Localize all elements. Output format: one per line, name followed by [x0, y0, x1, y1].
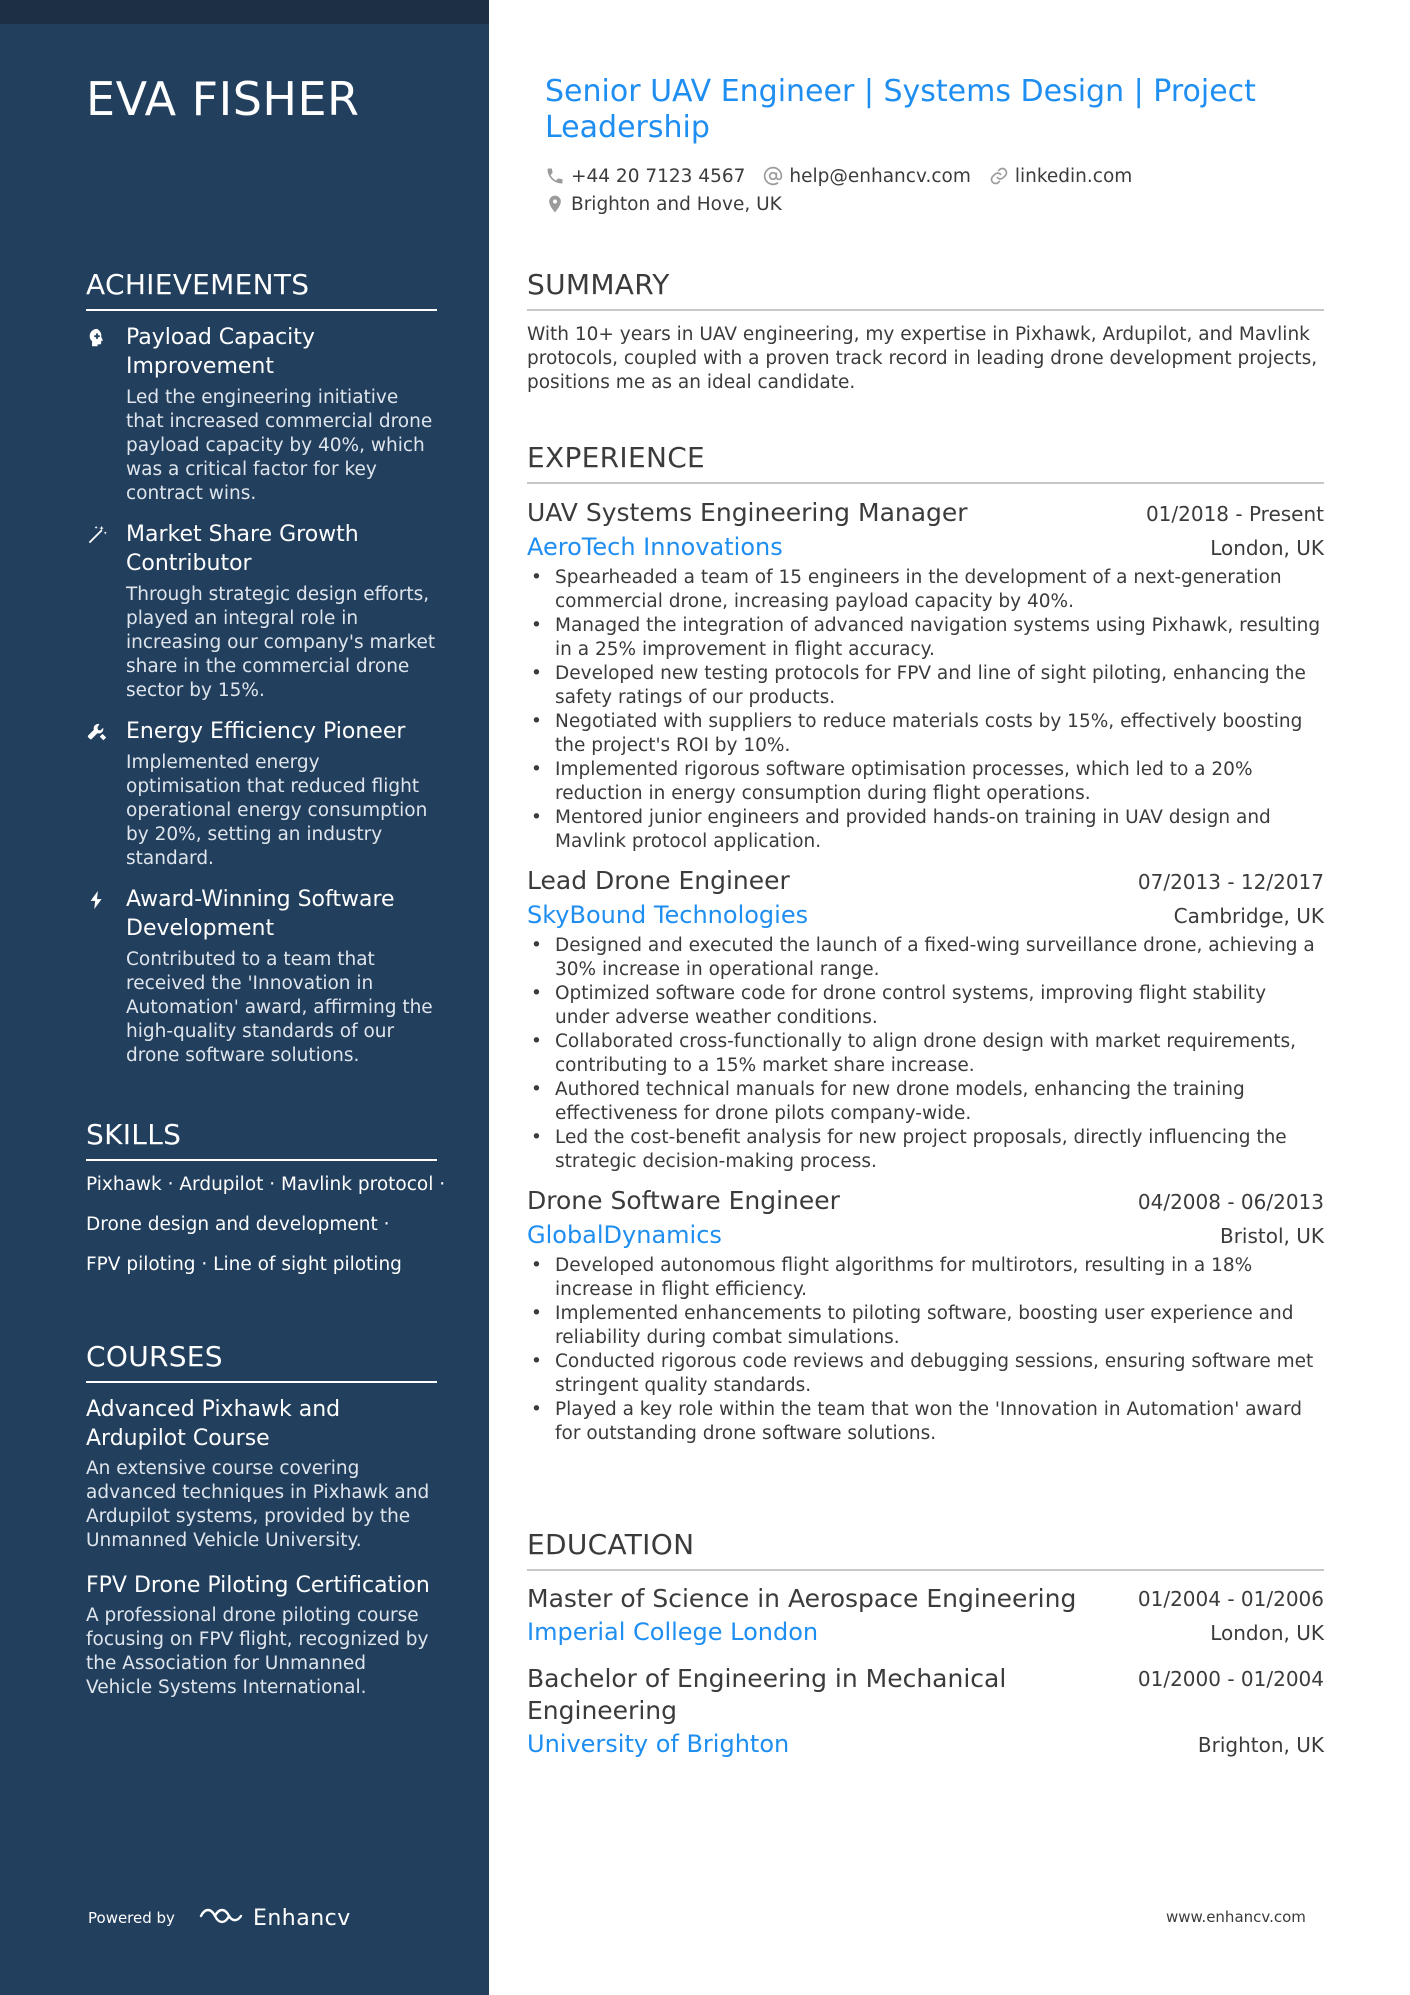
location-pin-icon: [545, 194, 565, 214]
experience-section: [527, 441, 1324, 1456]
school-name: University of Brighton: [527, 1730, 790, 1758]
education-heading: EDUCATION: [527, 1528, 1324, 1571]
courses-heading: COURSES: [86, 1340, 437, 1383]
link-icon: [989, 166, 1009, 186]
job-title: Drone Software Engineer: [527, 1186, 840, 1215]
job-title: UAV Systems Engineering Manager: [527, 498, 968, 527]
achievement-description: Contributed to a team that received the 'Innovation in Automation' award, affirming the high-quality standards of our drone software solutions.: [126, 949, 433, 1066]
skills-line: Pixhawk · Ardupilot · Mavlink protocol ·: [86, 1174, 446, 1195]
achievement-item: [86, 323, 437, 506]
bullet-item: • Negotiated with suppliers to reduce materials costs by 15%, effectively boosting the project's ROI by 10%.: [527, 710, 1324, 758]
job-company: AeroTech Innovations: [527, 533, 783, 561]
summary-section: [527, 268, 1324, 395]
course-description: An extensive course covering advanced techniques in Pixhawk and Ardupilot systems, provided by the Unmanned Vehicle University.: [86, 1458, 430, 1551]
job-bullets: [527, 934, 1324, 1174]
contact-phone[interactable]: [545, 166, 745, 187]
achievement-description: Implemented energy optimisation that reduced flight operational energy consumption by 20%, setting an industry standard.: [126, 752, 428, 869]
phone-text: +44 20 7123 4567: [571, 165, 746, 187]
job-company: SkyBound Technologies: [527, 901, 809, 929]
school-location: London, UK: [1210, 1621, 1324, 1645]
experience-heading: EXPERIENCE: [527, 441, 1324, 484]
achievement-item: [86, 717, 437, 871]
job-title: Lead Drone Engineer: [527, 866, 790, 895]
tools-icon: [86, 717, 126, 871]
skills-line: FPV piloting · Line of sight piloting: [86, 1254, 402, 1275]
school-name: Imperial College London: [527, 1618, 819, 1646]
powered-by-label: Powered by: [88, 1909, 175, 1927]
contact-linkedin[interactable]: [989, 166, 1132, 187]
summary-heading: SUMMARY: [527, 268, 1324, 311]
website-link[interactable]: www.enhancv.com: [1166, 1908, 1306, 1926]
education-dates: 01/2004 - 01/2006: [1137, 1587, 1324, 1611]
job-location: Cambridge, UK: [1173, 904, 1324, 928]
skills-heading: SKILLS: [86, 1118, 437, 1161]
headline: Senior UAV Engineer | Systems Design | Project Leadership: [545, 74, 1256, 145]
bullet-item: • Spearheaded a team of 15 engineers in the development of a next-generation commercial drone, increasing payload capacity by 40%.: [527, 566, 1324, 614]
email-text: help@enhancv.com: [789, 165, 971, 187]
bullet-item: • Implemented enhancements to piloting software, boosting user experience and reliability during combat simulations.: [527, 1302, 1324, 1350]
job-dates: 07/2013 - 12/2017: [1137, 870, 1324, 894]
degree-title: Bachelor of Engineering in Mechanical Engineering: [527, 1664, 1007, 1725]
bullet-item: • Developed autonomous flight algorithms for multirotors, resulting in a 18% increase in flight efficiency.: [527, 1254, 1324, 1302]
job-entry: [527, 1184, 1324, 1446]
bullet-item: • Played a key role within the team that won the 'Innovation in Automation' award for outstanding drone software solutions.: [527, 1398, 1324, 1446]
bullet-item: • Implemented rigorous software optimisation processes, which led to a 20% reduction in energy consumption during flight operations.: [527, 758, 1324, 806]
job-bullets: [527, 566, 1324, 854]
course-description: A professional drone piloting course focusing on FPV flight, recognized by the Association for Unmanned Vehicle Systems International.: [86, 1605, 429, 1698]
job-entry: [527, 496, 1324, 854]
school-location: Brighton, UK: [1197, 1733, 1324, 1757]
bullet-item: • Conducted rigorous code reviews and debugging sessions, ensuring software met stringent quality standards.: [527, 1350, 1324, 1398]
sidebar-top-bar: [0, 0, 489, 24]
bullet-item: • Managed the integration of advanced navigation systems using Pixhawk, resulting in a 25% improvement in flight accuracy.: [527, 614, 1324, 662]
magic-wand-icon: [86, 520, 126, 703]
achievement-item: [86, 520, 437, 703]
job-dates: 04/2008 - 06/2013: [1137, 1190, 1324, 1214]
contact-info: [545, 162, 1305, 218]
course-item: [86, 1395, 437, 1553]
education-dates: 01/2000 - 01/2004: [1137, 1667, 1324, 1691]
degree-title: Master of Science in Aerospace Engineering: [527, 1584, 1077, 1613]
education-section: [527, 1528, 1324, 1775]
job-entry: [527, 864, 1324, 1174]
enhancv-logo-icon: [199, 1904, 245, 1932]
bullet-item: • Designed and executed the launch of a fixed-wing surveillance drone, achieving a 30% increase in operational range.: [527, 934, 1324, 982]
job-location: London, UK: [1210, 536, 1324, 560]
candidate-name: EVA FISHER: [86, 72, 360, 126]
achievement-title: Energy Efficiency Pioneer: [126, 719, 406, 744]
achievement-item: [86, 885, 437, 1068]
sidebar: [0, 0, 489, 1995]
bullet-item: • Led the cost-benefit analysis for new project proposals, directly influencing the strategic decision-making process.: [527, 1126, 1324, 1174]
bullet-item: • Developed new testing protocols for FPV and line of sight piloting, enhancing the safety ratings of our products.: [527, 662, 1324, 710]
job-dates: 01/2018 - Present: [1145, 502, 1324, 526]
bullet-item: • Mentored junior engineers and provided hands-on training in UAV design and Mavlink protocol application.: [527, 806, 1324, 854]
achievement-title: Payload Capacity Improvement: [126, 325, 315, 379]
job-company: GlobalDynamics: [527, 1221, 722, 1249]
brain-icon: [86, 323, 126, 506]
location-text: Brighton and Hove, UK: [571, 193, 782, 215]
achievements-section: [86, 268, 437, 1082]
powered-by: [88, 1904, 351, 1932]
skills-line: Drone design and development ·: [86, 1214, 390, 1235]
skills-section: [86, 1118, 446, 1293]
education-entry: [527, 1663, 1324, 1761]
achievement-description: Through strategic design efforts, played an integral role in increasing our company's market share in the commercial drone sector by 15%.: [126, 584, 436, 701]
achievement-title: Award-Winning Software Development: [126, 887, 395, 941]
achievement-title: Market Share Growth Contributor: [126, 522, 359, 576]
bullet-item: • Optimized software code for drone control systems, improving flight stability under adverse weather conditions.: [527, 982, 1324, 1030]
job-bullets: [527, 1254, 1324, 1446]
achievement-description: Led the engineering initiative that increased commercial drone payload capacity by 40%, which was a critical factor for key contract wins.: [126, 387, 433, 504]
lightning-icon: [86, 885, 126, 1068]
bullet-item: • Authored technical manuals for new drone models, enhancing the training effectiveness for drone pilots company-wide.: [527, 1078, 1324, 1126]
course-title: FPV Drone Piloting Certification: [86, 1573, 430, 1598]
linkedin-text: linkedin.com: [1014, 165, 1133, 187]
brand-name: Enhancv: [252, 1905, 351, 1931]
education-entry: [527, 1583, 1324, 1649]
course-item: [86, 1571, 437, 1700]
phone-icon: [545, 166, 565, 186]
at-sign-icon: [763, 166, 783, 186]
job-location: Bristol, UK: [1219, 1224, 1324, 1248]
achievements-heading: ACHIEVEMENTS: [86, 268, 437, 311]
summary-text: With 10+ years in UAV engineering, my expertise in Pixhawk, Ardupilot, and Mavlink protocols, coupled with a proven track record in leading drone development projects, positions me as an ideal candidate.: [527, 324, 1318, 393]
contact-location: [545, 194, 782, 215]
course-title: Advanced Pixhawk and Ardupilot Course: [86, 1397, 341, 1451]
courses-section: [86, 1340, 437, 1718]
bullet-item: • Collaborated cross-functionally to align drone design with market requirements, contributing to a 15% market share increase.: [527, 1030, 1324, 1078]
contact-email[interactable]: [763, 166, 970, 187]
